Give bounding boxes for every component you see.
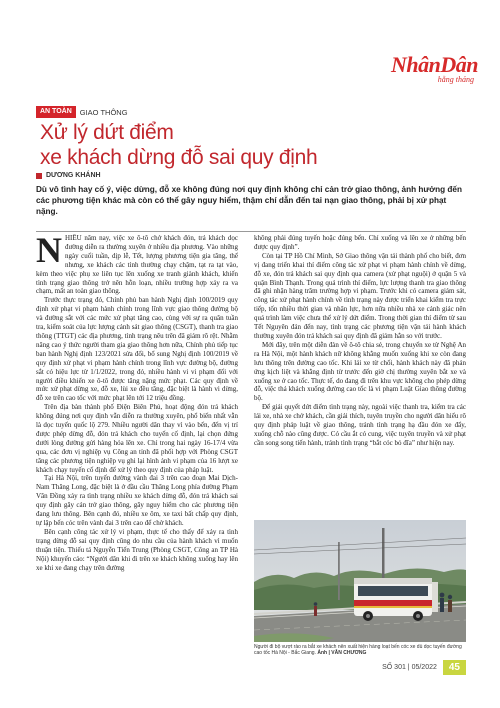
article-photo xyxy=(254,520,466,642)
article-lead: Dù vô tình hay cố ý, việc dừng, đỗ xe không đúng nơi quy định không chỉ cản trở giao thông, ảnh hưởng đến các phương tiện khác mà còn có thể gây nguy hiểm, thậm chí dẫn đến tai nạn giao thông, phải bị xử phạt nặng. xyxy=(36,185,462,216)
section-label xyxy=(36,106,128,118)
newspaper-logo: NhânDân xyxy=(391,52,478,77)
body-paragraph: Để giải quyết dứt điểm tình trạng này, ngoài việc thanh tra, kiểm tra các lái xe, nhà xe chở khách, cần giải thích, tuyên truyền cho người dân hiểu rõ quy định pháp luật về giao thông, tránh tình trạng hạ đầu đón xe đẩy, xuống chỗ nào cũng được. Có cầu ắt có cung, việc tuyên truyền và xử phạt cần song song tiến hành, tránh tình trạng “bắt cóc bỏ đĩa” như hiện nay. xyxy=(254,403,466,447)
lead-divider xyxy=(36,231,466,232)
section-tag: AN TOÀN xyxy=(36,106,76,118)
body-paragraph xyxy=(36,234,238,296)
body-paragraph: Mới đây, trên một diễn đàn về ô-tô chia sẻ, trong chuyến xe từ Nghệ An ra Hà Nội, một hành khách nữ không khẳng muốn xuống khi xe còn đang lưu thông trên đường cao tốc. Khi lái xe từ chối, hành khách này đã phản ứng kịch liệt và khẳng định từ trước đến giờ chị thường xuyên bắt xe và xuống xe ở cao tốc. Thực tế, do đang đi trên khu vực không cho phép dừng đỗ, việc thả khách xuống đường cao tốc là vi phạm Luật Giao thông đường bộ. xyxy=(254,340,466,403)
bus-photo-illustration xyxy=(254,520,466,642)
page-footer xyxy=(254,660,466,674)
body-paragraph: Bên cạnh công tác xử lý vi phạm, thực tế cho thấy để xảy ra tình trạng dừng đỗ sai quy định cũng do nhu cầu của hành khách vì muốn thuận tiện. Thiếu tá Nguyễn Tiến Trung (Phòng CSGT, Công an TP Hà Nội) khuyến cáo: “Người dân khi đi trên xe khách không xuống hay lên xe khi xe đang chạy trên đường xyxy=(36,527,238,572)
body-paragraph: Trên địa bàn thành phố Điện Biên Phủ, hoạt động đón trả khách không đúng nơi quy định vẫn diễn ra thường xuyên, phổ biến nhất vẫn là dọc tuyến quốc lộ 279. Nhiều người dân thay vì vào bến, đến vị trí được phép dừng đỗ, đón trả khách cho tuyến cố định, lại chọn đứng dưới lòng đường gửi hàng hóa lên xe. Chỉ trong hai ngày 16-17/4 vừa qua, các đơn vị nghiệp vụ Công an tỉnh đã phối hợp với Phòng CSGT tăng các phương tiện nghiệp vụ ghi lại hình ảnh vi phạm của 16 lượt xe khách chạy tuyến cố định để xử lý theo quy định của pháp luật. xyxy=(36,403,238,474)
caption-text: Người đi bộ vượt rào ra bắt xe khách nên xuất hiện hàng loạt bến cóc xe dù dọc tuyến đường cao tốc Hà Nội - Bắc Giang. xyxy=(254,644,462,657)
drop-cap: N xyxy=(36,234,62,270)
section-subtitle: GIAO THÔNG xyxy=(79,107,128,117)
issue-info: SỐ 301 | 05/2022 xyxy=(382,663,437,671)
photo-caption xyxy=(254,644,466,657)
body-column-right xyxy=(254,234,466,516)
page-number: 45 xyxy=(443,660,466,675)
body-paragraph: Trước thực trạng đó, Chính phủ ban hành Nghị định 100/2019 quy định xử phạt vi phạm hành chính trong lĩnh vực giao thông đường bộ và đường sắt với các mức xử phạt tăng cao, cùng với sự ra quân tuần tra, kiểm soát của lực lượng cảnh sát giao thông (CSGT), thanh tra giao thông (TTGT) các địa phương, tình trạng nêu trên đã giảm rõ rệt. Nhằm nâng cao ý thức người tham gia giao thông hơn nữa, Chính phủ tiếp tục ban hành Nghị định 123/2021 sửa đổi, bổ sung Nghị định 100/2019 về quy định xử phạt vi phạm hành chính trong lĩnh vực đường bộ, đường sắt có hiệu lực từ 1/1/2022, trong đó, nhiều hành vi vi phạm đối với người điều khiển xe ô-tô được tăng nặng mức phạt. Các quy định về mức xử phạt dừng xe, đỗ xe, lùi xe đều tăng, đặc biệt là hành vi dừng, đỗ xe trên cao tốc với mức phạt lên tới 12 triệu đồng. xyxy=(36,296,238,403)
body-paragraph: không phải đúng tuyến hoặc đúng bến. Chỉ xuống và lên xe ở những bến được quy định”. xyxy=(254,234,466,251)
byline-square-icon xyxy=(36,173,42,179)
body-column-left xyxy=(36,234,238,660)
paragraph-text: HIỀU năm nay, việc xe ô-tô chở khách đón, trả khách dọc đường diễn ra thường xuyên ở nhiều địa phương. Vào những ngày cuối tuần, dịp lễ, Tết, lượng phương tiện gia tăng, thế nhưng, xe khách các tỉnh thường chạy chậm, tạt ra tạt vào, kèm theo việc phụ xe liên tục lên xuống xe tranh giành khách, khiến tình trạng giao thông trở nên hỗn loạn, nhiều trường hợp xảy ra va chạm, mất an toàn giao thông. xyxy=(36,234,238,296)
body-paragraph: Còn tại TP Hồ Chí Minh, Sở Giao thông vận tải thành phố cho biết, đơn vị đang triển khai thí điểm công tác xử phạt vi phạm hành chính về dừng, đỗ xe, đón trả khách sai quy định qua camera (xử phạt nguội) ở quận 5 và quận Bình Thạnh. Trong quá trình thí điểm, lực lượng thanh tra giao thông đã ghi nhận hàng trăm trường hợp vi phạm. Trước khi có camera giám sát, công tác xử phạt hành chính về tình trạng này được triển khai kiểm tra trực tiếp, tốn nhiều thời gian và nhân lực, hơn nữa nhiều nhà xe cảnh giác nên quá trình làm việc chưa thể xử lý dứt điểm. Trong thời gian thí điểm từ sau Tết Nguyên đán đến nay, tình trạng các phương tiện vận tải hành khách thường xuyên đón trả khách sai quy định đã giảm hẳn so với trước. xyxy=(254,251,466,340)
photo-credit: Ảnh | VÂN CHƯƠNG xyxy=(317,650,367,657)
article-headline xyxy=(40,120,460,170)
masthead xyxy=(391,54,478,84)
logo-tagline: hằng tháng xyxy=(437,75,474,84)
headline-line-1: Xử lý dứt điểm xyxy=(40,121,174,144)
author-byline xyxy=(36,172,101,179)
headline-line-2: xe khách dừng đỗ sai quy định xyxy=(40,146,318,169)
body-paragraph: Tại Hà Nội, trên tuyến đường vành đai 3 trên cao đoạn Mai Dịch-Nam Thăng Long, đặc biệt là ở đầu cầu Thăng Long phía đường Phạm Văn Đồng xảy ra tình trạng nhiều xe khách dừng đỗ, đón trả khách sai quy định gây cản trở giao thông, gây nguy hiểm cho các phương tiện đang lưu thông. Bên cạnh đó, nhiều xe ôm, xe taxi bất chấp quy định, tự lập bến cóc trên vành đai 3 trên cao để chờ khách. xyxy=(36,474,238,527)
author-name: DƯƠNG KHÁNH xyxy=(46,172,101,179)
